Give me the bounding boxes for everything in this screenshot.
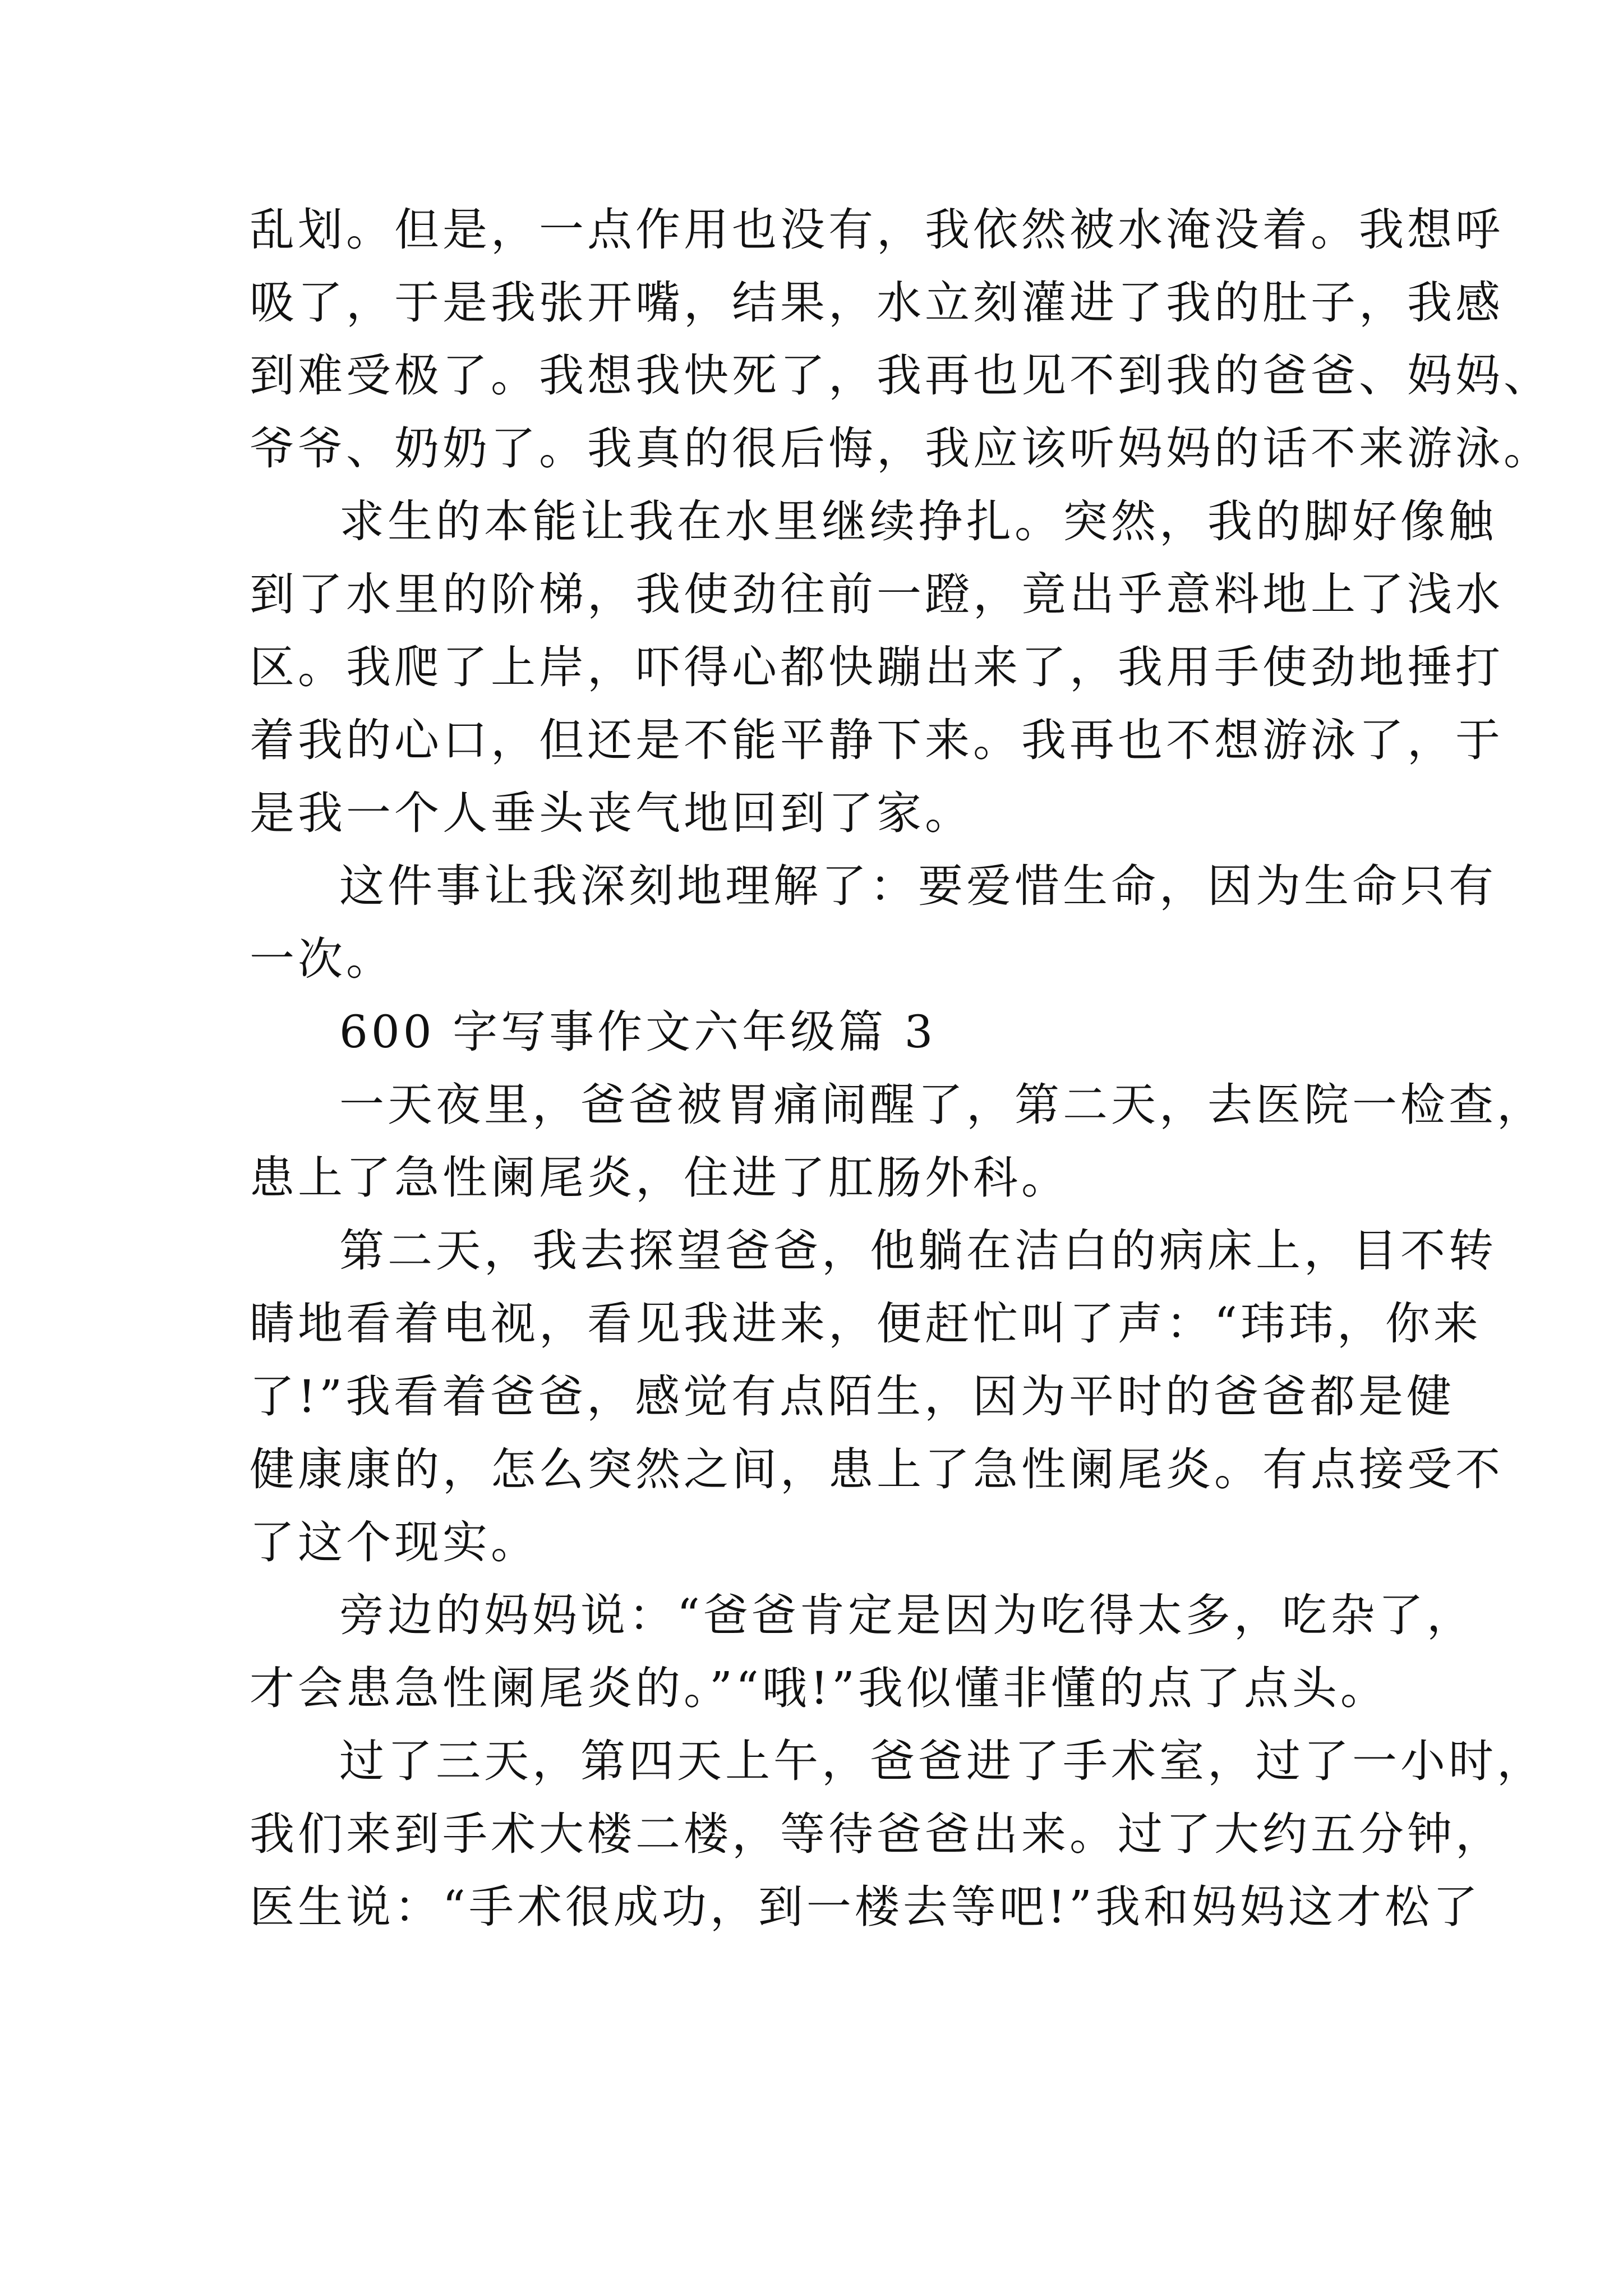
text-line: 是我一个人垂头丧气地回到了家。 bbox=[250, 787, 973, 839]
text-line: 才会患急性阑尾炎的。”“哦!”我似懂非懂的点了点头。 bbox=[250, 1662, 1389, 1714]
paragraph-first-line: 这件事让我深刻地理解了：要爱惜生命，因为生命只有 bbox=[339, 860, 1497, 912]
paragraph-first-line: 旁边的妈妈说：“爸爸肯定是因为吃得太多，吃杂了， bbox=[339, 1589, 1475, 1641]
text-line: 一次。 bbox=[250, 933, 394, 985]
text-line: 了这个现实。 bbox=[250, 1516, 539, 1568]
paragraph-first-line: 一天夜里，爸爸被胃痛闹醒了，第二天，去医院一检查， bbox=[339, 1079, 1545, 1131]
text-line: 了!”我看着爸爸，感觉有点陌生，因为平时的爸爸都是健 bbox=[250, 1370, 1455, 1423]
text-line: 爷爷、奶奶了。我真的很后悔，我应该听妈妈的话不来游泳。 bbox=[250, 422, 1552, 475]
text-line: 睛地看着电视，看见我进来，便赶忙叫了声：“玮玮，你来 bbox=[250, 1297, 1482, 1350]
text-line: 到了水里的阶梯，我使劲往前一蹬，竟出乎意料地上了浅水 bbox=[250, 568, 1504, 620]
text-line: 着我的心口，但还是不能平静下来。我再也不想游泳了，于 bbox=[250, 714, 1504, 766]
paragraph-first-line: 求生的本能让我在水里继续挣扎。突然，我的脚好像触 bbox=[339, 495, 1497, 547]
text-line: 患上了急性阑尾炎，住进了肛肠外科。 bbox=[250, 1152, 1069, 1204]
section-heading: 600 字写事作文六年级篇 3 bbox=[339, 1006, 937, 1058]
text-line: 到难受极了。我想我快死了，我再也见不到我的爸爸、妈妈、 bbox=[250, 349, 1552, 402]
text-line: 乱划。但是，一点作用也没有，我依然被水淹没着。我想呼 bbox=[250, 204, 1504, 256]
paragraph-first-line: 过了三天，第四天上午，爸爸进了手术室，过了一小时， bbox=[339, 1735, 1545, 1787]
text-line: 我们来到手术大楼二楼，等待爸爸出来。过了大约五分钟， bbox=[250, 1808, 1504, 1860]
text-line: 区。我爬了上岸，吓得心都快蹦出来了，我用手使劲地捶打 bbox=[250, 641, 1504, 693]
document-body bbox=[250, 194, 1552, 1944]
text-line: 健康康的，怎么突然之间，患上了急性阑尾炎。有点接受不 bbox=[250, 1443, 1504, 1496]
text-line: 吸了，于是我张开嘴，结果，水立刻灌进了我的肚子，我感 bbox=[250, 277, 1504, 329]
text-line: 医生说：“手术很成功，到一楼去等吧!”我和妈妈这才松了 bbox=[250, 1881, 1481, 1933]
paragraph-first-line: 第二天，我去探望爸爸，他躺在洁白的病床上，目不转 bbox=[339, 1225, 1497, 1277]
